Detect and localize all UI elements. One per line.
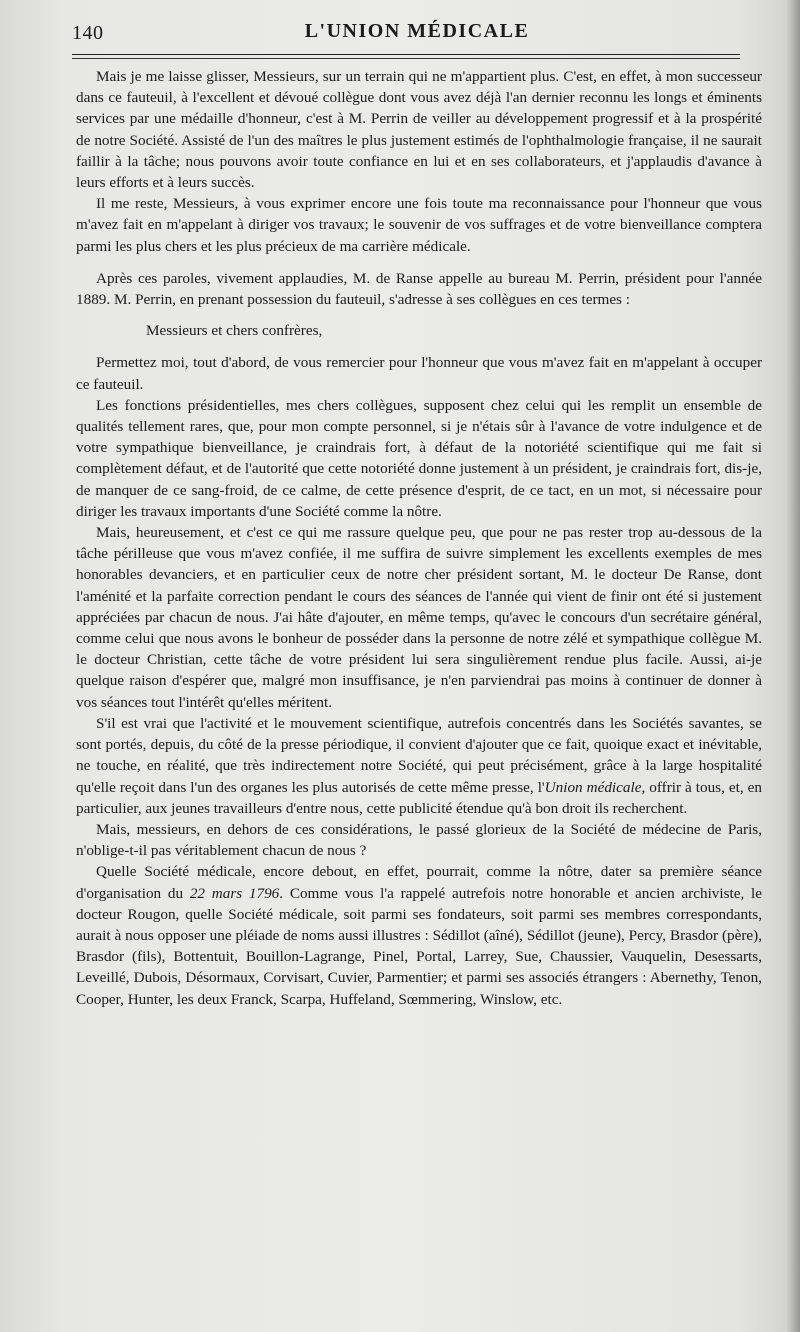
- page-header: [72, 20, 762, 50]
- page-number: 140: [72, 22, 104, 44]
- paragraph-7-text-a: S'il est vrai que l'activité et le mouvement scientifique, autrefois concentrés dans les Sociétés savantes, se sont portés, depuis, du côté de la presse périodique, il convient d'ajouter que ce fait, quoique exact et inévitable, ne touche, en réalité, que très indirectement notre Société, qui peut précisément, grâce à la large hospitalité qu'elle reçoit dans l'un des organes les plus autorisés de cette même presse, l': [76, 714, 762, 796]
- paragraph-9-text-b: . Comme vous l'a rappelé autrefois notre honorable et ancien archiviste, le docteur Rougon, quelle Société médicale, soit parmi ses fondateurs, soit parmi ses membres correspondants, aurait à nous opposer une pléiade de noms aussi illustres : Sédillot (aîné), Sédillot (jeune), Percy, Brasdor (père), Brasdor (fils), Bottentuit, Bouillon-Lagrange, Pinel, Portal, Larrey, Sue, Chaussier, Vauquelin, Desessarts, Leveillé, Dubois, Désormaux, Corvisart, Cuvier, Parmentier; et parmi ses associés étrangers : Abernethy, Tenon, Cooper, Hunter, les deux Franck, Scarpa, Huffeland, Sœmmering, Winslow, etc.: [76, 884, 762, 1008]
- paragraph-3: Après ces paroles, vivement applaudies, M. de Ranse appelle au bureau M. Perrin, président pour l'année 1889. M. Perrin, en prenant possession du fauteuil, s'adresse à ses collègues en ces termes :: [76, 269, 762, 309]
- journal-title-italic: Union médicale: [544, 778, 642, 796]
- running-title: L'UNION MÉDICALE: [304, 20, 530, 42]
- paragraph-5: Les fonctions présidentielles, mes chers collègues, supposent chez celui qui les remplit un ensemble de qualités tellement rares, que, pour mon compte personnel, si je n'étais sûr à l'avance de votre indulgence et de votre sympathique bienveillance, je craindrais fort, à défaut de la notoriété scientifique qui me fait si complètement défaut, et de l'autorité que cette notoriété donne justement à un président, je craindrais fort, dis-je, de manquer de ce sang-froid, de ce calme, de cette présence d'esprit, de ce tact, en un mot, si nécessaire pour diriger les travaux importants d'une Société comme la nôtre.: [76, 396, 762, 520]
- article-body: [76, 66, 762, 1010]
- paragraph-4: Permettez moi, tout d'abord, de vous remercier pour l'honneur que vous m'avez fait en m'appelant à occuper ce fauteuil.: [76, 354, 762, 393]
- paragraph-7-text-b: , offrir à tous, et, en particulier, aux jeunes travailleurs d'entre nous, cette publicité étendue qu'à bon droit ils recherchent.: [76, 778, 762, 817]
- paragraph-7: [76, 713, 762, 819]
- paragraph-1: Mais je me laisse glisser, Messieurs, sur un terrain qui ne m'appartient plus. C'est, en effet, à mon successeur dans ce fauteuil, à l'excellent et dévoué collègue dont vous avez déjà l'an dernier reconnu les longs et éminents services par une médaille d'honneur, c'est à M. Perrin de veiller au développement progressif et à la prospérité de notre Société. Assisté de l'un des maîtres le plus justement estimés de l'ophthalmologie française, il ne saurait faillir à la tâche; nous pouvons avoir toute confiance en lui et en ses collaborateurs, et j'applaudis d'avance à leurs efforts et à leurs succès.: [76, 68, 762, 192]
- page-edge-shadow: [786, 0, 800, 1332]
- header-rule-thin: [72, 58, 740, 59]
- founding-date-italic: 22 mars 1796: [189, 884, 280, 902]
- paragraph-6: Mais, heureusement, et c'est ce qui me rassure quelque peu, que pour ne pas rester trop au-dessous de la tâche périlleuse que vous m'avez confiée, il me suffira de suivre simplement les excellents exemples de mes honorables devanciers, et en particulier ceux de notre cher président sortant, M. le docteur De Ranse, dont l'aménité et la parfaite correction pendant le cours des séances de l'année qui vient de finir ont été si justement appréciées par chacun de nous. J'ai hâte d'ajouter, en même temps, qu'avec le concours d'un secrétaire général, comme celui que nous avons le bonheur de posséder dans la personne de notre zélé et sympathique collègue M. le docteur Christian, cette tâche de votre président lui sera singulièrement rendue plus facile. Aussi, ai-je quelque raison d'espérer que, malgré mon insuffisance, je n'en parviendrai pas moins à continuer de donner à vos séances tout l'intérêt qu'elles méritent.: [76, 524, 762, 711]
- paragraph-9: [76, 861, 762, 1009]
- salutation: Messieurs et chers confrères,: [146, 322, 323, 340]
- paragraph-8: Mais, messieurs, en dehors de ces considérations, le passé glorieux de la Société de médecine de Paris, n'oblige-t-il pas véritablement chacun de nous ?: [76, 820, 762, 860]
- header-rule: [72, 54, 740, 55]
- paragraph-2: Il me reste, Messieurs, à vous exprimer encore une fois toute ma reconnaissance pour l'honneur que vous m'avez fait en m'appelant à diriger vos travaux; le souvenir de vos suffrages et de votre bienveillance comptera parmi les plus chers et les plus précieux de ma carrière médicale.: [76, 195, 762, 255]
- paragraph-9-text-a: Quelle Société médicale, encore debout, en effet, pourrait, comme la nôtre, dater sa première séance d'organisation du: [76, 863, 762, 902]
